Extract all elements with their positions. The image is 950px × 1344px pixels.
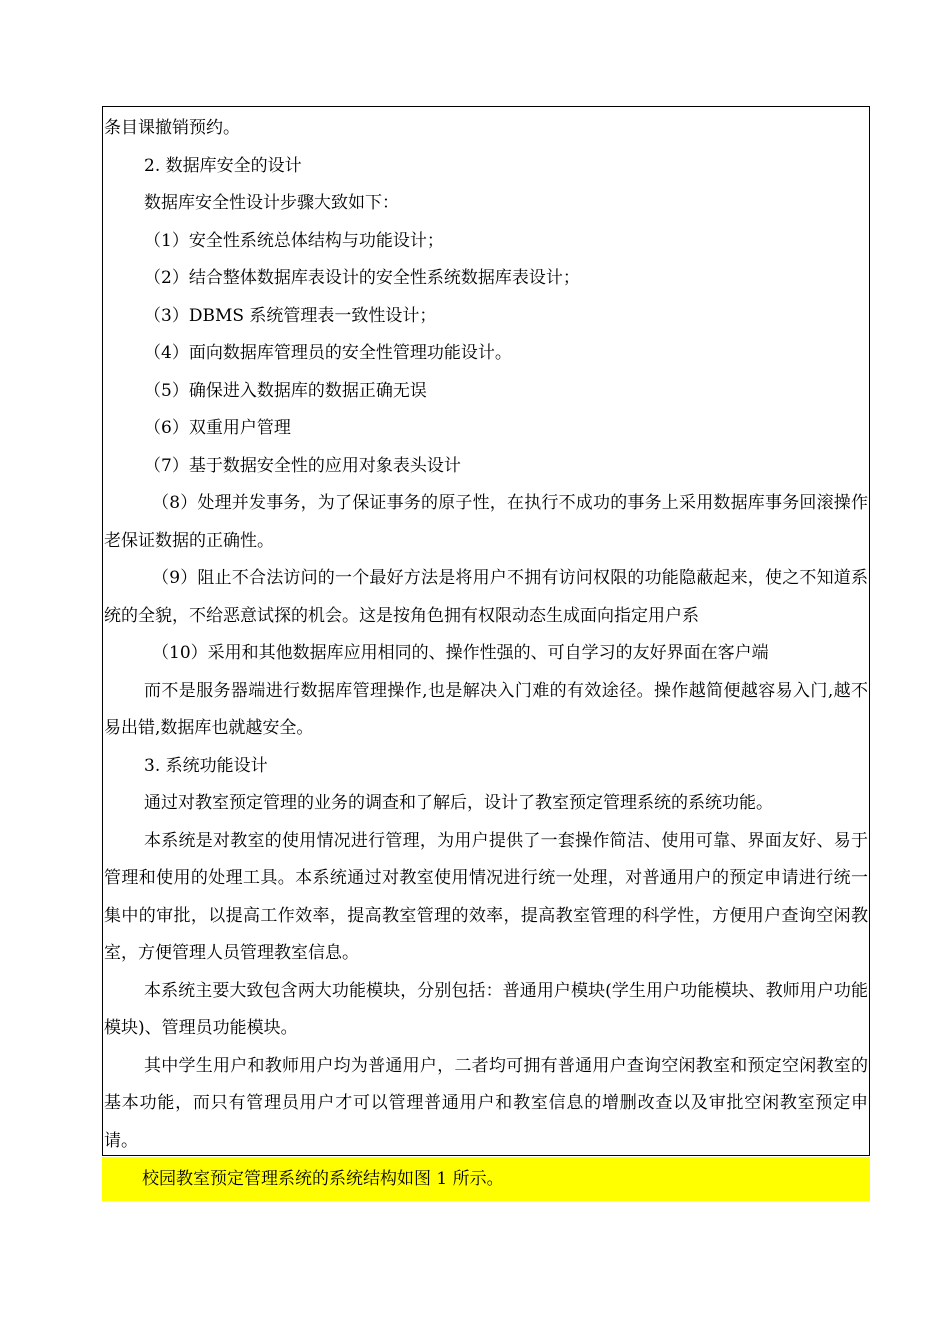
document-body xyxy=(104,110,868,1160)
line-0: 条目课撤销预约。 xyxy=(104,118,240,138)
list-item-6: （6）双重用户管理 xyxy=(144,418,291,438)
list-item-8: （8）处理并发事务，为了保证事务的原子性，在执行不成功的事务上采用数据库事务回滚操作老保证数据的正确性。 xyxy=(104,493,868,551)
list-item-10: （10）采用和其他数据库应用相同的、操作性强的、可自学习的友好界面在客户端 xyxy=(152,643,769,663)
list-item-9: （9）阻止不合法访问的一个最好方法是将用户不拥有访问权限的功能隐蔽起来，使之不知道系统的全貌，不给恶意试探的机会。这是按角色拥有权限动态生成面向指定用户系 xyxy=(104,568,868,626)
paragraph-b: 本系统是对教室的使用情况进行管理，为用户提供了一套操作简洁、使用可靠、界面友好、易于管理和使用的处理工具。本系统通过对教室使用情况进行统一处理，对普通用户的预定申请进行统一集中的审批，以提高工作效率，提高教室管理的效率，提高教室管理的科学性，方便用户查询空闲教室，方便管理人员管理教室信息。 xyxy=(104,830,868,963)
list-item-7: （7）基于数据安全性的应用对象表头设计 xyxy=(144,455,461,476)
heading-2: 2. 数据库安全的设计 xyxy=(144,155,302,176)
line-2: 数据库安全性设计步骤大致如下： xyxy=(144,193,399,213)
paragraph-a: 通过对教室预定管理的业务的调查和了解后，设计了教室预定管理系统的系统功能。 xyxy=(144,793,773,813)
list-item-5: （5）确保进入数据库的数据正确无误 xyxy=(144,380,427,401)
list-item-2: （2）结合整体数据库表设计的安全性系统数据库表设计； xyxy=(144,268,580,288)
list-item-10-cont: 而不是服务器端进行数据库管理操作,也是解决入门难的有效途径。操作越简便越容易入门,越不易出错,数据库也就越安全。 xyxy=(104,680,868,738)
highlighted-text: 校园教室预定管理系统的系统结构如图 1 所示。 xyxy=(142,1169,504,1189)
paragraph-c: 本系统主要大致包含两大功能模块，分别包括：普通用户模块(学生用户功能模块、教师用户功能模块)、管理员功能模块。 xyxy=(104,980,868,1038)
list-item-4: （4）面向数据库管理员的安全性管理功能设计。 xyxy=(144,343,512,363)
heading-3: 3. 系统功能设计 xyxy=(144,755,268,776)
paragraph-d: 其中学生用户和教师用户均为普通用户，二者均可拥有普通用户查询空闲教室和预定空闲教室的基本功能，而只有管理员用户才可以管理普通用户和教室信息的增删改查以及审批空闲教室预定申请。 xyxy=(104,1055,868,1151)
highlighted-row xyxy=(102,1157,870,1201)
list-item-1: （1）安全性系统总体结构与功能设计； xyxy=(144,230,444,251)
list-item-3: （3）DBMS 系统管理表一致性设计； xyxy=(144,305,437,326)
